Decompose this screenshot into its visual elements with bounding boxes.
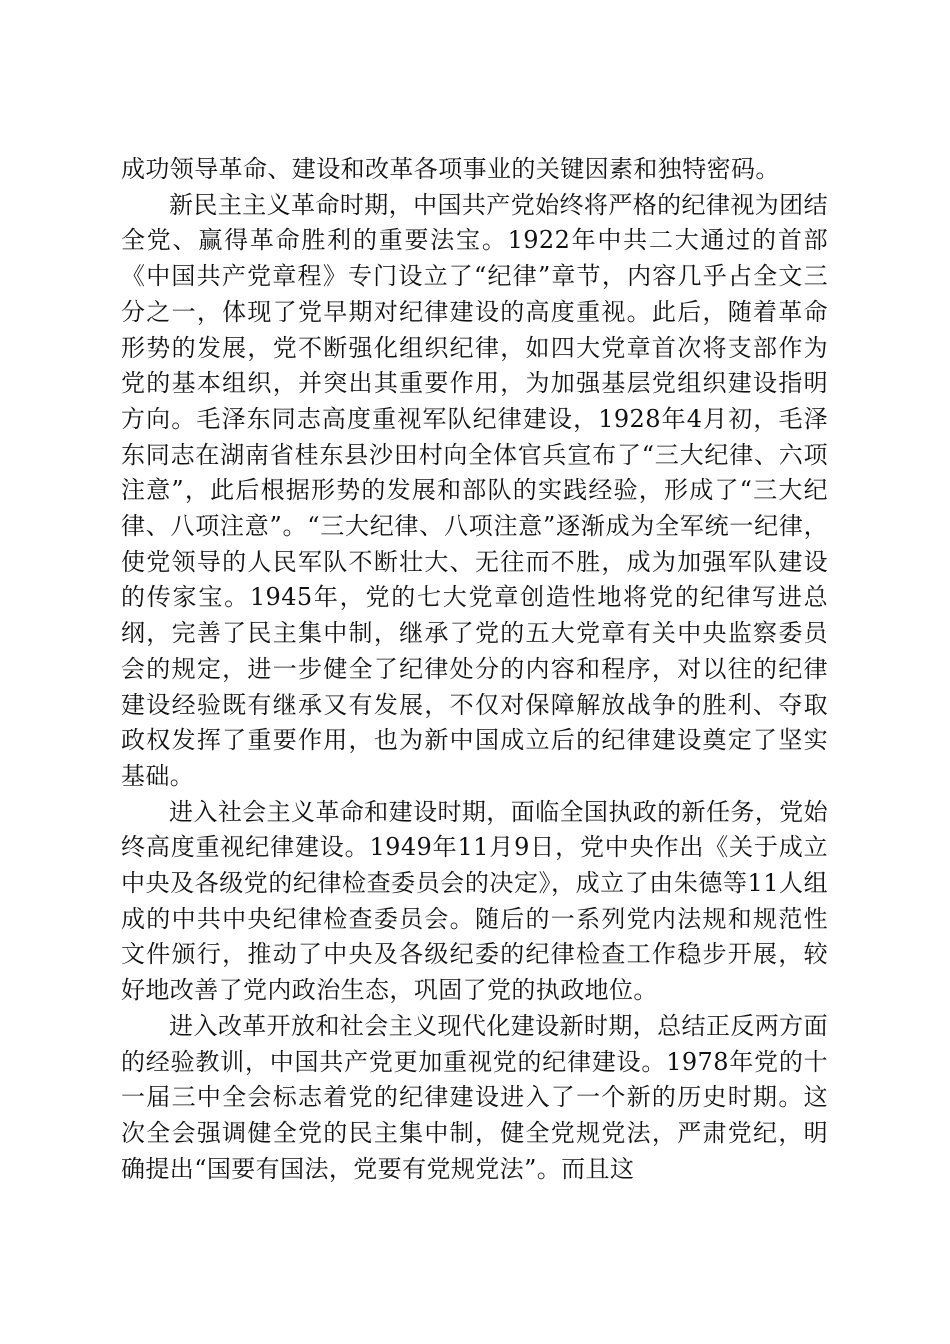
paragraph-reform-opening-up: 进入改革开放和社会主义现代化建设新时期，总结正反两方面的经验教训，中国共产党更加重视党的纪律建设。1978年党的十一届三中全会标志着党的纪律建设进入了一个新的历史时期。这次全会强调健全党的民主集中制，健全党规党法，严肃党纪，明确提出“国要有国法，党要有党规党法”。而且这 [121,1011,828,1183]
paragraph-new-democratic-revolution: 新民主主义革命时期，中国共产党始终将严格的纪律视为团结全党、赢得革命胜利的重要法宝。1922年中共二大通过的首部《中国共产党章程》专门设立了“纪律”章节，内容几乎占全文三分之一，体现了党早期对纪律建设的高度重视。此后，随着革命形势的发展，党不断强化组织纪律，如四大党章首次将支部作为党的基本组织，并突出其重要作用，为加强基层党组织建设指明方向。毛泽东同志高度重视军队纪律建设，1928年4月初，毛泽东同志在湖南省桂东县沙田村向全体官兵宣布了“三大纪律、六项注意”，此后根据形势的发展和部队的实践经验，形成了“三大纪律、八项注意”。“三大纪律、八项注意”逐渐成为全军统一纪律，使党领导的人民军队不断壮大、无往而不胜，成为加强军队建设的传家宝。1945年，党的七大党章创造性地将党的纪律写进总纲，完善了民主集中制，继承了党的五大党章有关中央监察委员会的规定，进一步健全了纪律处分的内容和程序，对以往的纪律建设经验既有继承又有发展，不仅对保障解放战争的胜利、夺取政权发挥了重要作用，也为新中国成立后的纪律建设奠定了坚实基础。 [121,190,828,790]
paragraph-socialist-construction: 进入社会主义革命和建设时期，面临全国执政的新任务，党始终高度重视纪律建设。1949年11月9日，党中央作出《关于成立中央及各级党的纪律检查委员会的决定》，成立了由朱德等11人组成的中共中央纪律检查委员会。随后的一系列党内法规和规范性文件颁行，推动了中央及各级纪委的纪律检查工作稳步开展，较好地改善了党内政治生态，巩固了党的执政地位。 [121,797,828,1005]
document-body [121,152,828,1187]
paragraph-continuation: 成功领导革命、建设和改革各项事业的关键因素和独特密码。 [121,155,780,183]
